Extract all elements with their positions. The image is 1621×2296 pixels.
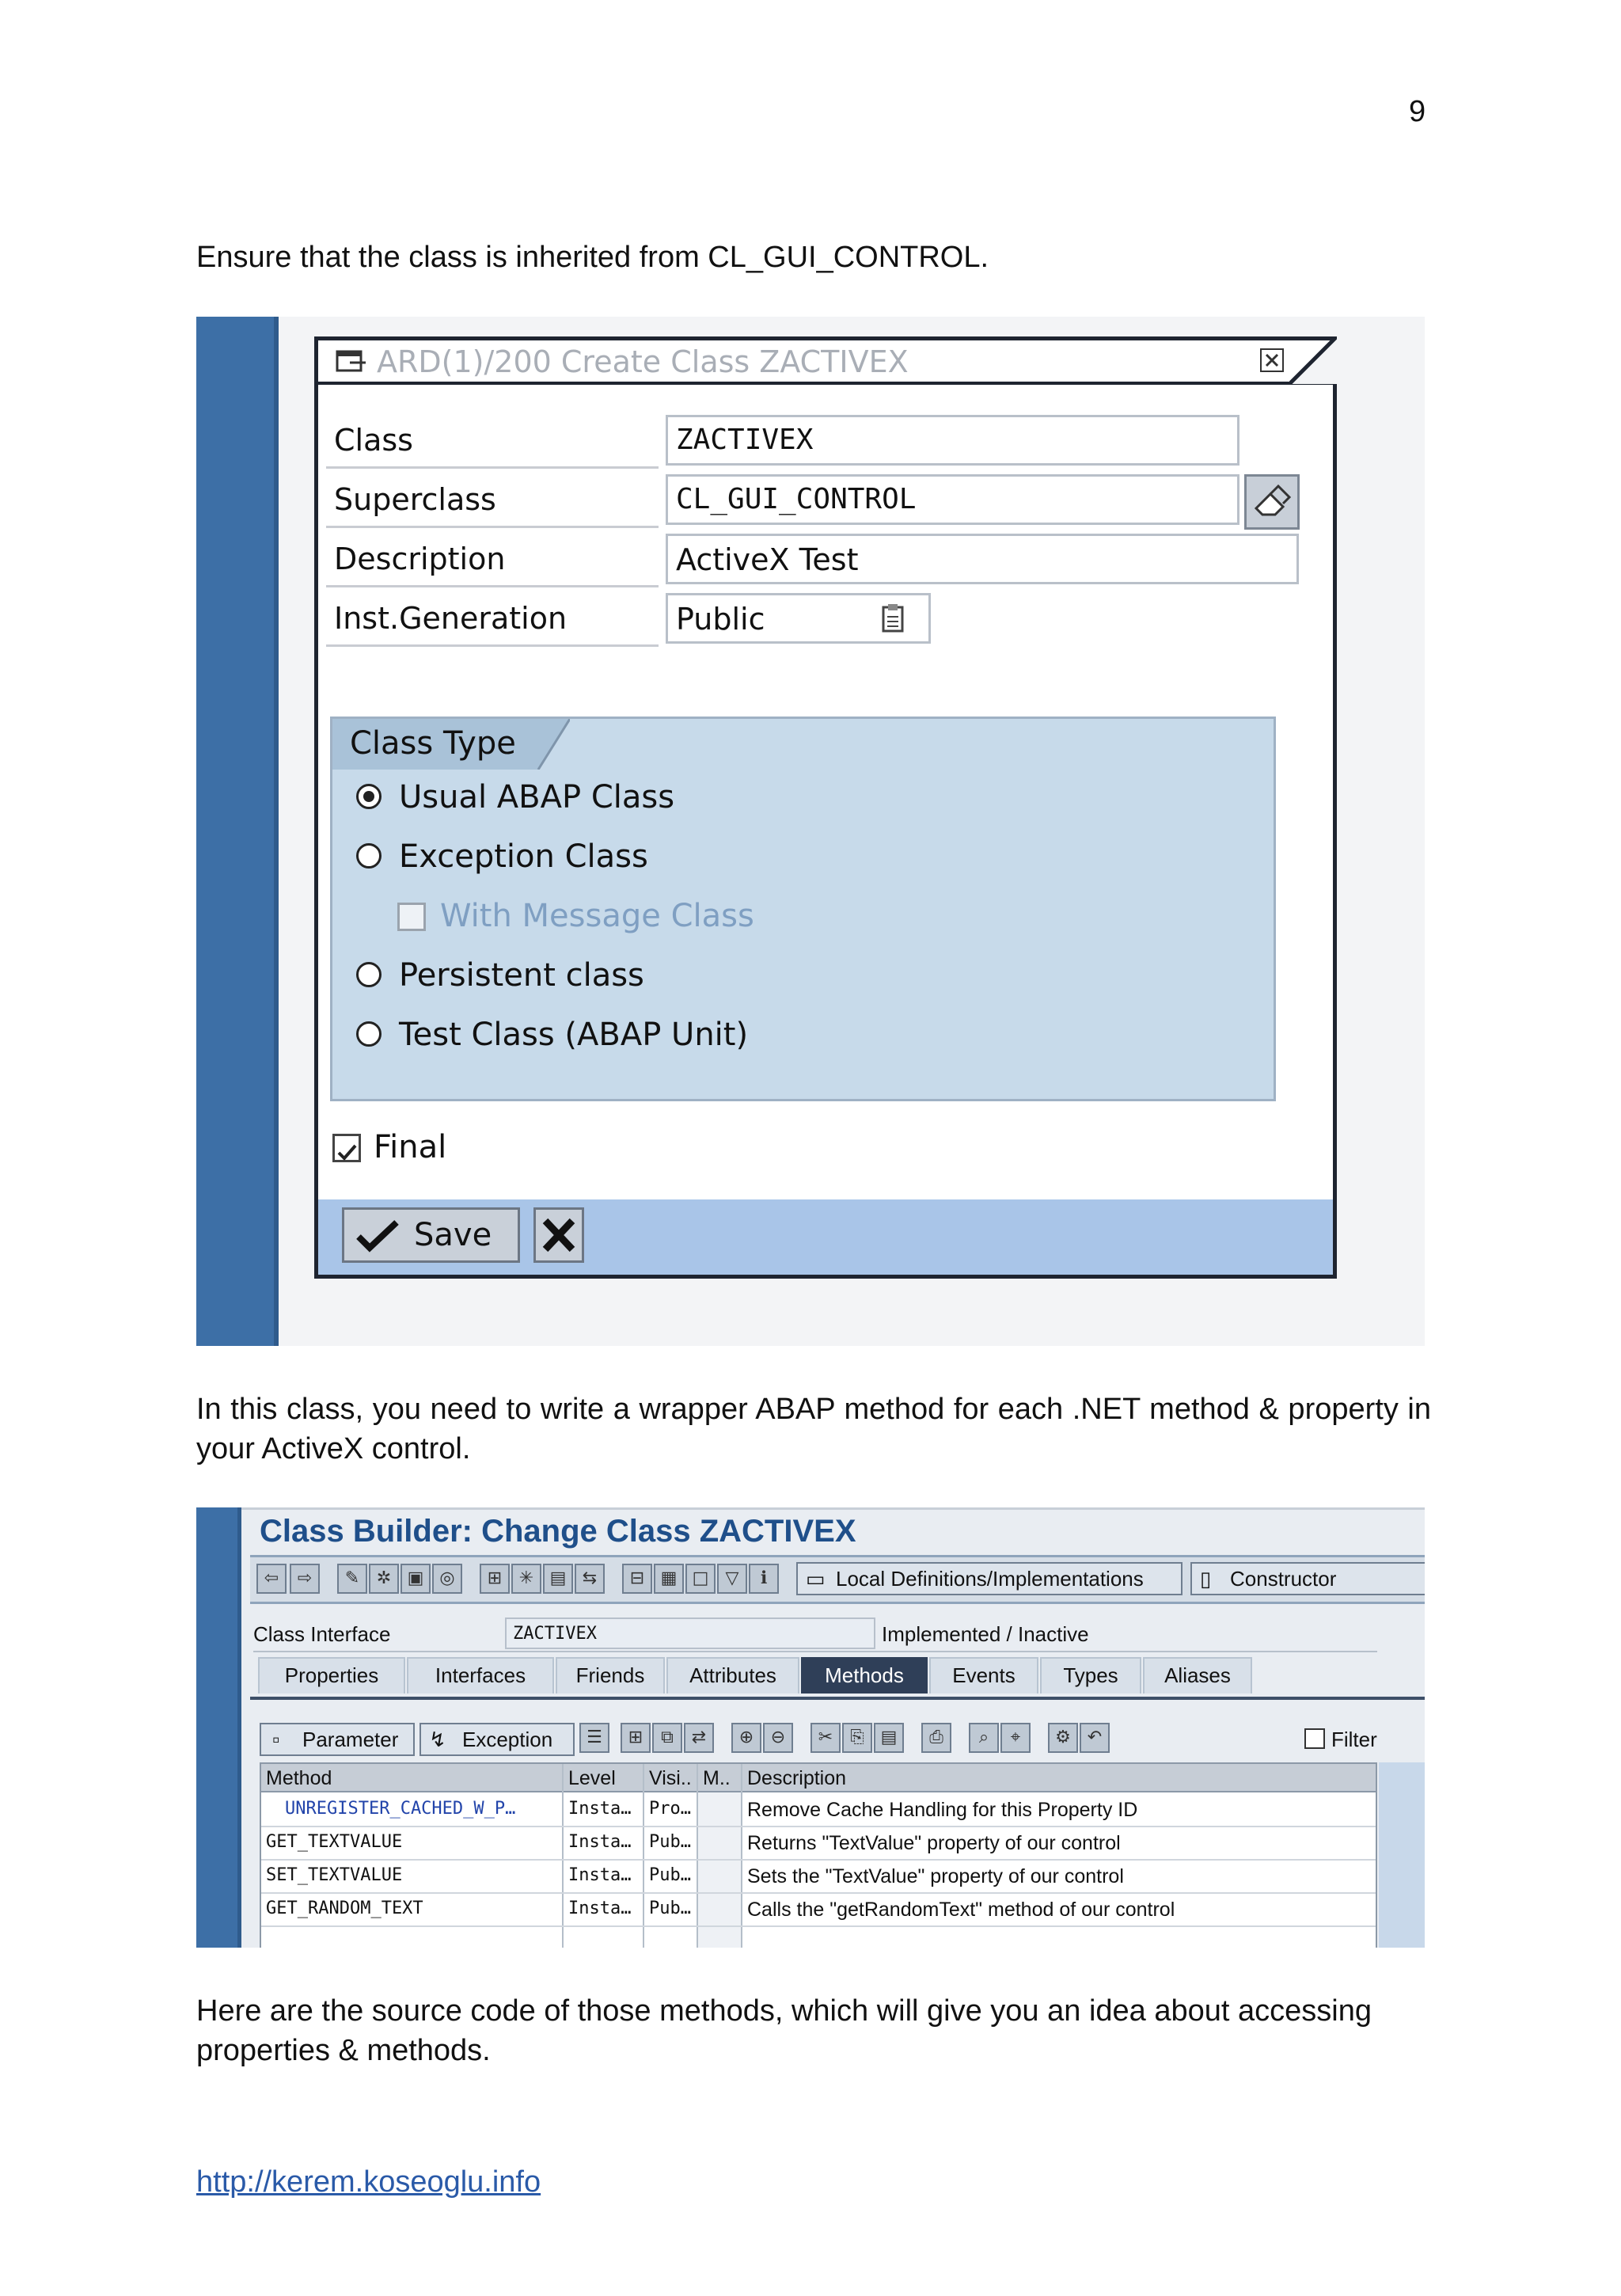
superclass-input[interactable]: CL_GUI_CONTROL [666, 474, 1239, 525]
class-status: Implemented / Inactive [882, 1622, 1089, 1646]
print-icon[interactable]: ⎙ [921, 1723, 951, 1753]
column-visibility[interactable]: Visi.. [649, 1767, 692, 1789]
tree-icon[interactable]: ⊟ [622, 1564, 652, 1594]
superclass-label: Superclass [334, 482, 496, 517]
hierarchy-icon[interactable]: ✳ [511, 1564, 541, 1594]
back-arrow-icon[interactable]: ⇦ [256, 1564, 287, 1594]
tab-strip [250, 1655, 1425, 1700]
source-code-paragraph: Here are the source code of those methods, which will give you an idea about accessing properties & methods. [196, 1994, 1372, 2067]
create-class-screenshot [196, 317, 1425, 1346]
tab-types[interactable]: Types [1040, 1657, 1141, 1693]
settings-icon[interactable]: ⚙ [1048, 1723, 1078, 1753]
column-method[interactable]: Method [266, 1767, 332, 1789]
class-interface-label: Class Interface [253, 1622, 391, 1646]
inst-generation-field-row [326, 591, 1276, 647]
corner-decoration [1289, 336, 1337, 384]
detail-view-icon[interactable]: ☰ [579, 1723, 609, 1753]
checkbox-checked-icon[interactable] [332, 1134, 361, 1162]
table-header [261, 1764, 1376, 1792]
class-type-title: Class Type [350, 725, 516, 762]
undo-icon[interactable]: ↶ [1080, 1723, 1110, 1753]
create-class-dialog [314, 336, 1337, 1279]
navigate-icon[interactable]: ⇆ [575, 1564, 605, 1594]
sap-side-bar [196, 1507, 237, 1948]
superclass-field-row [326, 473, 1276, 528]
class-type-header [332, 719, 570, 770]
tab-events[interactable]: Events [929, 1657, 1038, 1693]
edit-pencil-icon[interactable]: ✎ [337, 1564, 367, 1594]
tab-friends[interactable]: Friends [556, 1657, 665, 1693]
methods-table: Method Level Visi.. M.. Description UNREGISTER_CACHED_W_P… Insta… Pro… Remove Cache Handling for this Property ID GET_TEXTVALUE Insta… Pub… Returns "TextValue" property of our control SET_TEXTVALUE Insta… Pub… Sets the "TextValue" property of our control GET_RANDOM_TEXT Insta… Pub… Calls the "getRandomText" method of our control [260, 1762, 1377, 1948]
copy-row-icon[interactable]: ⧉ [652, 1723, 682, 1753]
where-used-icon[interactable]: ◎ [432, 1564, 462, 1594]
constructor-button[interactable]: ▯ Constructor [1190, 1562, 1425, 1595]
dialog-button-bar [318, 1199, 1333, 1275]
filter-checkbox[interactable]: Filter [1304, 1728, 1377, 1752]
tab-interfaces[interactable]: Interfaces [407, 1657, 554, 1693]
filter-icon[interactable]: ▽ [717, 1564, 747, 1594]
column-description[interactable]: Description [747, 1767, 847, 1789]
append-row-icon[interactable]: ⊕ [731, 1723, 761, 1753]
class-label: Class [334, 423, 413, 458]
inst-generation-select[interactable]: Public [666, 593, 931, 644]
tab-properties[interactable]: Properties [258, 1657, 405, 1693]
column-level[interactable]: Level [568, 1767, 616, 1789]
forward-arrow-icon[interactable]: ⇨ [290, 1564, 320, 1594]
move-row-icon[interactable]: ⇄ [684, 1723, 714, 1753]
tab-aliases[interactable]: Aliases [1143, 1657, 1252, 1693]
intro-paragraph: Ensure that the class is inherited from CL_GUI_CONTROL. [196, 241, 989, 274]
class-interface-row [253, 1616, 1377, 1652]
radio-icon[interactable] [356, 843, 382, 869]
window-icon [336, 348, 367, 374]
page-number: 9 [1409, 95, 1426, 128]
application-toolbar [250, 1555, 1425, 1604]
inst-generation-label: Inst.Generation [334, 601, 568, 636]
description-field-row [326, 532, 1276, 587]
class-field-row [326, 413, 1276, 469]
parameter-icon: ▫ [272, 1728, 280, 1751]
display-icon[interactable]: ▤ [543, 1564, 573, 1594]
info-icon[interactable]: ℹ [749, 1564, 779, 1594]
copy-icon[interactable]: ⎘ [842, 1723, 872, 1753]
document-icon: ▯ [1200, 1567, 1212, 1591]
eraser-icon [1247, 477, 1297, 527]
methods-toolbar [260, 1721, 1425, 1759]
dropdown-list-icon[interactable] [880, 603, 907, 634]
dialog-title-bar [318, 340, 1333, 385]
checkbox-icon[interactable] [1304, 1728, 1325, 1749]
radio-icon[interactable] [356, 1021, 382, 1047]
tab-methods[interactable]: Methods [801, 1657, 928, 1693]
table-scrollbar[interactable] [1379, 1762, 1425, 1948]
cancel-button[interactable] [533, 1207, 584, 1263]
class-interface-input[interactable]: ZACTIVEX [505, 1617, 875, 1649]
close-icon[interactable] [1260, 348, 1284, 372]
local-definitions-button[interactable]: ▭ Local Definitions/Implementations [796, 1562, 1183, 1595]
class-type-group: Class Type Usual ABAP Class Exception Class With Message Class Persistent class Test Class (ABAP Unit) [330, 717, 1276, 1101]
screen-icon: ▭ [806, 1567, 826, 1591]
print-layout-icon[interactable]: ▦ [654, 1564, 684, 1594]
find-next-icon[interactable]: ⌖ [1000, 1723, 1031, 1753]
dialog-title: ARD(1)/200 Create Class ZACTIVEX [377, 344, 909, 379]
object-list-icon[interactable]: ⊞ [480, 1564, 510, 1594]
radio-icon[interactable] [356, 962, 382, 987]
sap-side-bar [196, 317, 274, 1346]
final-label: Final [374, 1129, 447, 1165]
save-button[interactable]: Save [342, 1207, 520, 1263]
column-m[interactable]: M.. [703, 1767, 731, 1789]
description-input[interactable]: ActiveX Test [666, 534, 1299, 584]
class-builder-screenshot [196, 1507, 1425, 1948]
cancel-x-icon [536, 1210, 582, 1260]
class-builder-title: Class Builder: Change Class ZACTIVEX [260, 1514, 856, 1549]
cut-icon[interactable]: ✂ [810, 1723, 841, 1753]
exception-icon: ↯ [429, 1728, 446, 1751]
checkmark-icon [355, 1219, 400, 1253]
insert-row-icon[interactable]: ⊞ [621, 1723, 651, 1753]
footer-link[interactable]: http://kerem.koseoglu.info [196, 2165, 541, 2199]
find-icon[interactable]: ⌕ [969, 1723, 999, 1753]
class-input[interactable]: ZACTIVEX [666, 415, 1239, 466]
tab-attributes[interactable]: Attributes [666, 1657, 799, 1693]
paste-icon[interactable]: ▤ [874, 1723, 904, 1753]
radio-selected-icon[interactable] [356, 784, 382, 809]
checkbox-disabled-icon [397, 903, 426, 931]
activate-icon[interactable]: ✲ [369, 1564, 399, 1594]
frame-icon[interactable]: □ [685, 1564, 716, 1594]
delete-row-icon[interactable]: ⊖ [763, 1723, 793, 1753]
description-label: Description [334, 542, 506, 576]
check-icon[interactable]: ▣ [401, 1564, 431, 1594]
wrapper-paragraph: In this class, you need to write a wrapper ABAP method for each .NET method & property in your ActiveX control. [196, 1393, 1431, 1465]
undo-superclass-button[interactable] [1244, 474, 1300, 530]
exception-button[interactable]: ↯ Exception [419, 1723, 575, 1756]
parameter-button[interactable]: ▫ Parameter [260, 1723, 415, 1756]
